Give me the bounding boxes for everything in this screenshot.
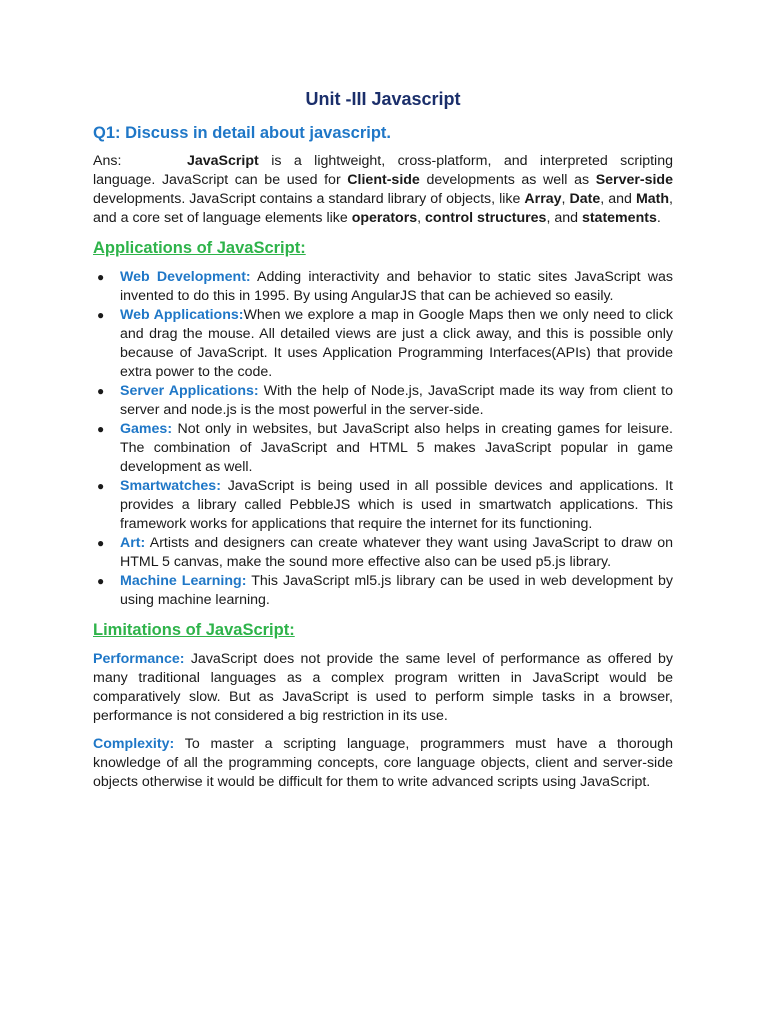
application-description: When we explore a map in Google Maps then we only need to click and drag the mouse. All detailed views are just a click away, and this is possible only because of JavaScript. It uses Application Programming Interfaces(APIs) that provide extra power to the code. bbox=[120, 307, 674, 380]
bullet-icon: ● bbox=[97, 422, 105, 436]
document-page bbox=[93, 86, 673, 801]
limitation-paragraph bbox=[93, 650, 673, 726]
application-term: Web Development: bbox=[120, 269, 251, 285]
answer-text-run: developments. JavaScript contains a standard library of objects, like bbox=[93, 191, 525, 207]
question-heading: Q1: Discuss in detail about javascript. bbox=[93, 124, 392, 142]
application-description: JavaScript is being used in all possible devices and applications. It provides a library called PebbleJS which is used in smartwatch applications. This framework works for applications that require the internet for its functioning. bbox=[120, 478, 673, 532]
limitation-description: JavaScript does not provide the same level of performance as offered by many traditional languages as a complex program written in JavaScript would be comparatively slow. But as JavaScript is used to perform simple tasks in a browser, performance is not considered a big restriction in its use. bbox=[93, 651, 673, 724]
limitations-list bbox=[93, 650, 673, 792]
answer-keyword: Math bbox=[635, 191, 670, 207]
applications-heading: Applications of JavaScript: bbox=[93, 239, 306, 257]
answer-keyword: Client-side bbox=[347, 172, 420, 188]
application-item bbox=[93, 420, 673, 477]
answer-text-run: , and a core set of language elements like bbox=[93, 191, 673, 226]
limitation-term: Performance: bbox=[93, 651, 185, 667]
application-term: Machine Learning: bbox=[120, 573, 247, 589]
answer-keyword: Array bbox=[524, 191, 562, 207]
application-term: Games: bbox=[120, 421, 173, 437]
application-item bbox=[93, 268, 673, 306]
limitation-term: Complexity: bbox=[93, 736, 175, 752]
application-description: Not only in websites, but JavaScript also helps in creating games for leisure. The combination of JavaScript and HTML 5 makes JavaScript popular in game development as well. bbox=[120, 421, 673, 475]
answer-text-run: , bbox=[561, 191, 570, 207]
answer-keyword: JavaScript bbox=[187, 153, 259, 169]
bullet-icon: ● bbox=[97, 536, 105, 550]
application-term: Web Applications: bbox=[120, 307, 244, 323]
answer-keyword: control structures bbox=[425, 210, 547, 226]
answer-keyword: statements bbox=[581, 210, 657, 226]
application-description: This JavaScript ml5.js library can be used in web development by using machine learning. bbox=[120, 573, 673, 608]
application-item bbox=[93, 534, 673, 572]
application-term: Art: bbox=[120, 535, 146, 551]
limitation-paragraph bbox=[93, 735, 673, 792]
answer-text-run: , bbox=[417, 210, 426, 226]
bullet-icon: ● bbox=[97, 479, 105, 493]
application-description: Adding interactivity and behavior to static sites JavaScript was invented to do this in 1995. By using AngularJS that can be achieved so easily. bbox=[120, 269, 673, 304]
application-description: Artists and designers can create whatever they want using JavaScript to draw on HTML 5 canvas, make the sound more effective also can be used p5.js library. bbox=[120, 535, 673, 570]
page-title: Unit -III Javascript bbox=[305, 89, 461, 109]
limitation-description: To master a scripting language, programmers must have a thorough knowledge of all the programming concepts, core language objects, client and server-side objects otherwise it would be difficult for them to write advanced scripts using JavaScript. bbox=[93, 736, 673, 790]
bullet-icon: ● bbox=[97, 574, 105, 588]
answer-paragraph bbox=[93, 152, 673, 228]
answer-keyword: Server-side bbox=[595, 172, 673, 188]
answer-text-run: is a lightweight, cross-platform, and interpreted scripting language. JavaScript can be used for bbox=[93, 153, 673, 188]
answer-keyword: operators bbox=[351, 210, 418, 226]
answer-keyword: Date bbox=[569, 191, 601, 207]
applications-list bbox=[93, 268, 673, 610]
bullet-icon: ● bbox=[97, 384, 105, 398]
answer-text-run: . bbox=[656, 210, 661, 226]
application-term: Smartwatches: bbox=[120, 478, 221, 494]
answer-label: Ans: bbox=[93, 153, 122, 169]
bullet-icon: ● bbox=[97, 270, 105, 284]
application-term: Server Applications: bbox=[120, 383, 259, 399]
bullet-icon: ● bbox=[97, 308, 105, 322]
answer-text-run: , and bbox=[546, 210, 582, 226]
application-description: With the help of Node.js, JavaScript made its way from client to server and node.js is the most powerful in the server-side. bbox=[120, 383, 673, 418]
answer-text-run: developments as well as bbox=[419, 172, 596, 188]
application-item bbox=[93, 306, 673, 382]
application-item bbox=[93, 572, 673, 610]
answer-text-run: , and bbox=[600, 191, 636, 207]
application-item bbox=[93, 382, 673, 420]
application-item bbox=[93, 477, 673, 534]
limitations-heading: Limitations of JavaScript: bbox=[93, 621, 295, 639]
